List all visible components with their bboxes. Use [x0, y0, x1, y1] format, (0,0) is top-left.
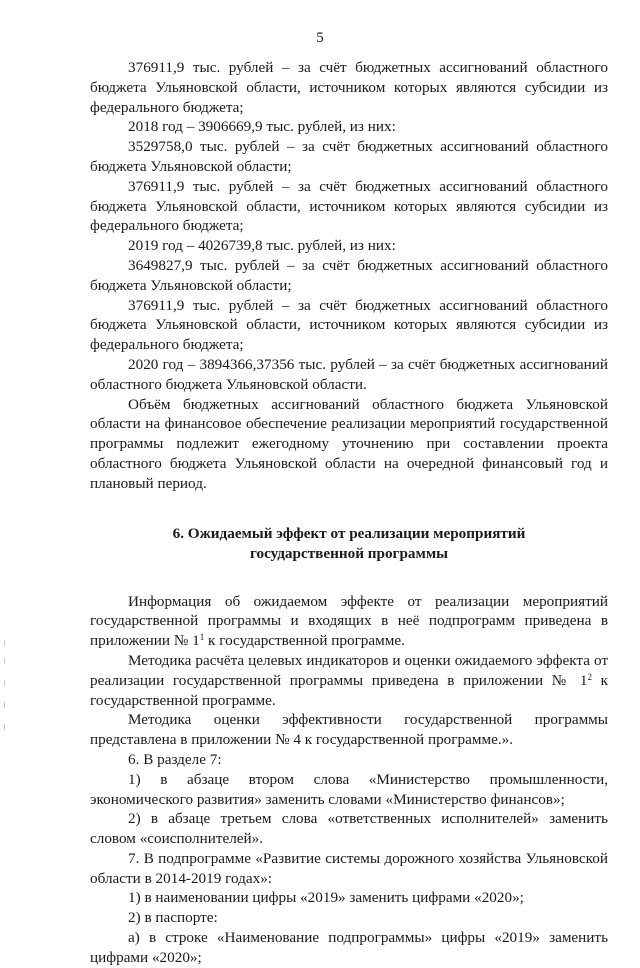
paragraph: 3649827,9 тыс. рублей – за счёт бюджетных ассигнований областного бюджета Ульяновской области; — [90, 256, 608, 294]
paragraph: 2) в абзаце третьем слова «ответственных исполнителей» заменить словом «соисполнителей». — [90, 810, 608, 848]
paragraph: 2020 год – 3894366,37356 тыс. рублей – за счёт бюджетных ассигнований областного бюджета Ульяновской области. — [90, 355, 608, 393]
superscript: 2 — [587, 671, 592, 682]
paragraph: 7. В подпрограмме «Развитие системы дорожного хозяйства Ульяновской области в 2014-2019 годах»: — [90, 849, 608, 887]
text: к государственной программе. — [204, 632, 405, 650]
document-body — [90, 58, 608, 968]
paragraph: Методика оценки эффективности государственной программы представлена в приложении № 4 к государственной программе.». — [90, 711, 608, 749]
section-heading-line: государственной программы — [249, 544, 449, 562]
superscript: 1 — [199, 632, 205, 643]
paragraph: а) в строке «Наименование подпрограммы» цифры «2019» заменить цифрами «2020»; — [90, 929, 608, 966]
paragraph: 6. В разделе 7: — [128, 750, 222, 768]
paragraph: 2019 год – 4026739,8 тыс. рублей, из них: — [128, 237, 396, 255]
paragraph: 376911,9 тыс. рублей – за счёт бюджетных ассигнований областного бюджета Ульяновской области, источником которых являются субсидии из федерального бюджета; — [90, 177, 608, 235]
paragraph: Объём бюджетных ассигнований областного бюджета Ульяновской области на финансовое обеспечение реализации мероприятий государственной программы подлежит ежегодному уточнению при составлении проекта областного бюджета Ульяновской области на очередной финансовый год и плановый период. — [90, 395, 608, 492]
text: Методика расчёта целевых индикаторов и оценки ожидаемого эффекта от реализации государственной программы приведена в приложении № 1 — [90, 651, 608, 689]
paragraph: 376911,9 тыс. рублей – за счёт бюджетных ассигнований областного бюджета Ульяновской области, источником которых являются субсидии из федерального бюджета; — [90, 59, 608, 116]
section-heading — [90, 524, 608, 564]
paragraph: 1) в наименовании цифры «2019» заменить цифрами «2020»; — [128, 889, 524, 907]
page-number: 5 — [316, 30, 324, 46]
section-heading-line: 6. Ожидаемый эффект от реализации мероприятий — [172, 524, 526, 542]
paragraph-method — [90, 651, 608, 710]
text: к государственной программе. — [90, 671, 608, 709]
paragraph: 2) в паспорте: — [128, 909, 218, 927]
text: Информация об ожидаемом эффекте от реализации мероприятий государственной программы и входящих в неё подпрограмм приведена в приложении № 1 — [90, 592, 608, 650]
paragraph: 376911,9 тыс. рублей – за счёт бюджетных ассигнований областного бюджета Ульяновской области, источником которых являются субсидии из федерального бюджета; — [90, 296, 608, 354]
paragraph-info — [90, 592, 608, 651]
paragraph: 3529758,0 тыс. рублей – за счёт бюджетных ассигнований областного бюджета Ульяновской области; — [90, 138, 608, 175]
paragraph: 2018 год – 3906669,9 тыс. рублей, из них: — [128, 118, 396, 136]
scan-artifact — [4, 640, 10, 760]
paragraph: 1) в абзаце втором слова «Министерство промышленности, экономического развития» заменить словами «Министерство финансов»; — [90, 770, 608, 808]
